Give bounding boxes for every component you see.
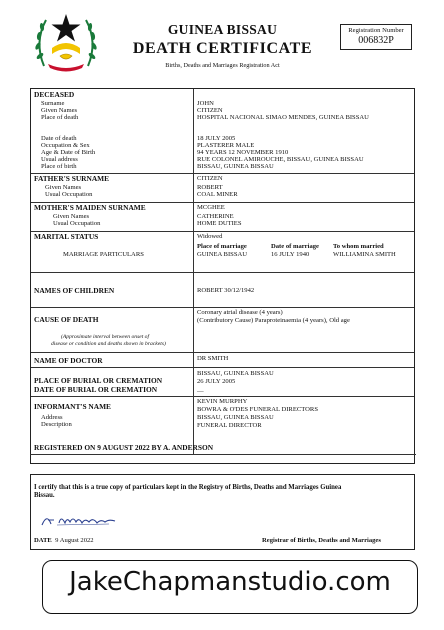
row-divider: [31, 272, 414, 273]
certification-box: [30, 474, 415, 550]
informant-description: FUNERAL DIRECTOR: [197, 422, 262, 429]
burial-place-heading: PLACE OF BURIAL OR CREMATION: [34, 376, 163, 385]
informant-heading: INFORMANT'S NAME: [34, 402, 111, 411]
marriage-col-header: Place of marriage: [197, 243, 247, 250]
deceased-value: PLASTERER MALE: [197, 142, 255, 149]
father-value: ROBERT: [197, 184, 223, 191]
deceased-label: Occupation & Sex: [41, 142, 90, 149]
deceased-label: Age & Date of Birth: [41, 149, 96, 156]
deceased-label: Given Names: [41, 107, 78, 114]
informant-label: Description: [41, 421, 72, 428]
row-divider: [30, 454, 416, 455]
father-value: COAL MINER: [197, 191, 238, 198]
cause-note: disease or condition and deaths shown in brackets): [51, 341, 166, 347]
deceased-value: JOHN: [197, 100, 214, 107]
marriage-col-value: GUINEA BISSAU: [197, 251, 248, 258]
deceased-label: Date of death: [41, 135, 77, 142]
mother-surname: MCGHEE: [197, 204, 225, 211]
row-divider: [31, 352, 414, 353]
date-label: DATE: [34, 537, 52, 544]
father-surname: CITIZEN: [197, 175, 223, 182]
deceased-value: BISSAU, GUINEA BISSAU: [197, 163, 274, 170]
mother-value: CATHERINE: [197, 213, 234, 220]
burial-date-heading: DATE OF BURIAL OR CREMATION: [34, 385, 158, 394]
father-label: Usual Occupation: [45, 191, 93, 198]
deceased-value: 94 YEARS 12 NOVEMBER 1910: [197, 149, 289, 156]
deceased-value: CITIZEN: [197, 107, 223, 114]
deceased-value: HOSPITAL NACIONAL SIMAO MENDES, GUINEA BISSAU: [197, 114, 369, 121]
registration-box: [340, 24, 412, 50]
deceased-value: RUE COLONEL AMIROUCHE, BISSAU, GUINEA BISSAU: [197, 156, 364, 163]
registrar-title: Registrar of Births, Deaths and Marriages: [262, 537, 381, 544]
father-label: Given Names: [45, 184, 82, 191]
marriage-col-value: WILLIAMINA SMITH: [333, 251, 396, 258]
informant-label: Address: [41, 414, 63, 421]
cause-line: (Contributory Cause) Paraproteinaemia (4 years), Old age: [197, 317, 350, 324]
cause-heading: CAUSE OF DEATH: [34, 315, 99, 324]
certification-text: I certify that this is a true copy of particulars kept in the Registry of Births, Deaths and Marriages Guinea: [34, 484, 342, 491]
father-heading: FATHER'S SURNAME: [34, 174, 110, 183]
burial-place: BISSAU, GUINEA BISSAU: [197, 370, 274, 377]
marriage-col-value: 16 JULY 1940: [271, 251, 310, 258]
deceased-label: Usual address: [41, 156, 78, 163]
signature-icon: [39, 511, 119, 529]
mother-heading: MOTHER'S MAIDEN SURNAME: [34, 203, 146, 212]
doctor-value: DR SMITH: [197, 355, 229, 362]
row-divider: [31, 307, 414, 308]
mother-label: Given Names: [53, 213, 90, 220]
title-block: [110, 22, 335, 69]
particulars-table: [30, 88, 415, 464]
act-subtitle: Births, Deaths and Marriages Registration Act: [165, 62, 280, 69]
marriage-col-header: To whom married: [333, 243, 384, 250]
watermark-text: JakeChapmanstudio.com: [69, 567, 391, 597]
deceased-label: Surname: [41, 100, 65, 107]
cause-line: Coronary atrial disease (4 years): [197, 309, 283, 316]
informant-name: KEVIN MURPHY: [197, 398, 248, 405]
document-title: DEATH CERTIFICATE: [132, 40, 313, 57]
burial-dash: —: [197, 388, 204, 395]
registered-line: REGISTERED ON 9 AUGUST 2022 BY A. ANDERSON: [34, 443, 214, 452]
doctor-heading: NAME OF DOCTOR: [34, 356, 103, 365]
marriage-col-header: Date of marriage: [271, 243, 319, 250]
marital-heading: MARITAL STATUS: [34, 232, 99, 241]
date-value: 9 August 2022: [55, 537, 94, 544]
children-heading: NAMES OF CHILDREN: [34, 286, 115, 295]
deceased-heading: DECEASED: [34, 90, 75, 99]
marital-status: Widowed: [197, 233, 223, 240]
guinea-bissau-emblem-icon: [30, 8, 102, 74]
informant-firm: BOWRA & O'DES FUNERAL DIRECTORS: [197, 406, 318, 413]
marriage-particulars-label: MARRIAGE PARTICULARS: [63, 251, 144, 258]
country-title: GUINEA BISSAU: [167, 22, 278, 37]
mother-label: Usual Occupation: [53, 220, 101, 227]
burial-date: 26 JULY 2005: [197, 378, 236, 385]
registration-label: Registration Number: [348, 27, 404, 34]
row-divider: [31, 367, 414, 368]
certification-text: Bissau.: [34, 492, 55, 499]
certification-date: [34, 537, 94, 545]
children-value: ROBERT 30/12/1942: [197, 287, 255, 294]
deceased-label: Place of death: [41, 114, 79, 121]
registration-number: 006832P: [358, 35, 394, 46]
deceased-label: Place of birth: [41, 163, 77, 170]
informant-address: BISSAU, GUINEA BISSAU: [197, 414, 274, 421]
watermark-banner: [42, 560, 418, 614]
row-divider: [31, 396, 414, 397]
deceased-value: 18 JULY 2005: [197, 135, 236, 142]
cause-note: (Approximate interval between onset of: [61, 334, 150, 340]
mother-value: HOME DUTIES: [197, 220, 242, 227]
